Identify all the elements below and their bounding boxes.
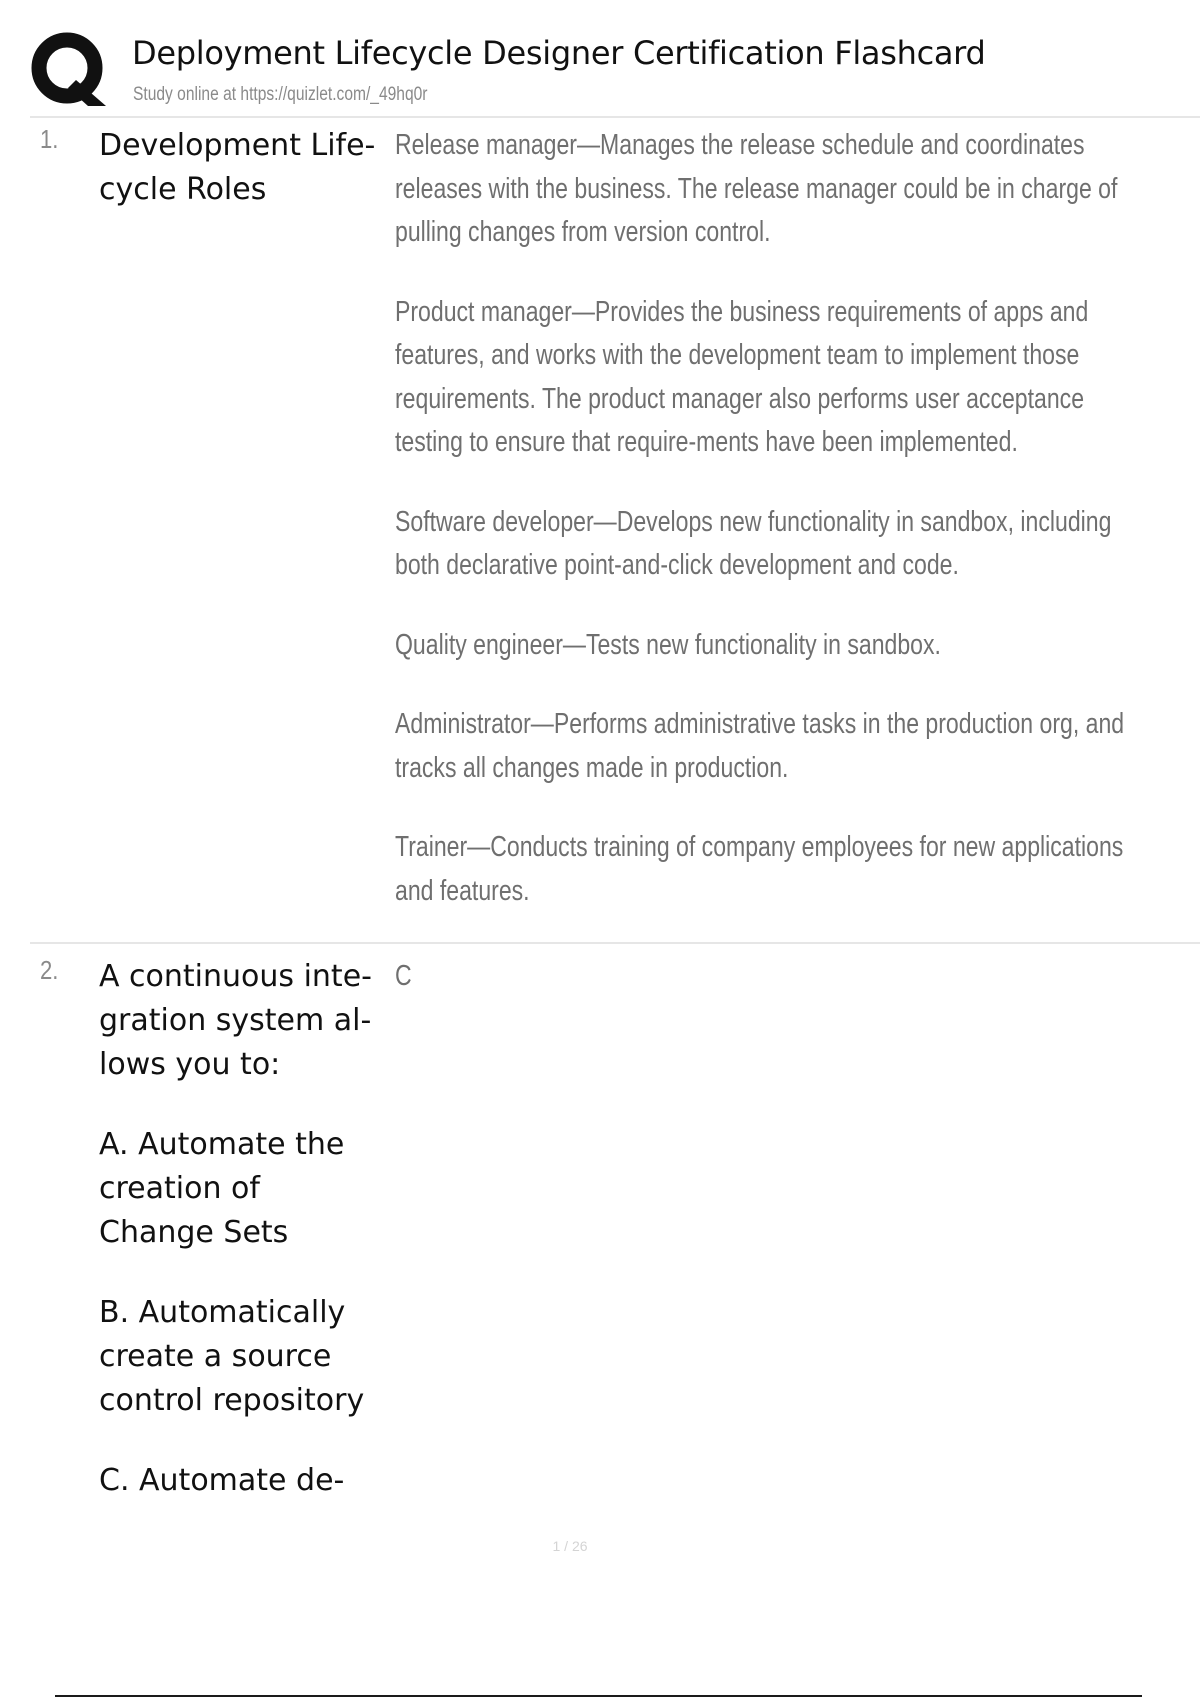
card-definition — [395, 124, 1134, 949]
card-term — [99, 955, 384, 1539]
card-definition — [395, 955, 1134, 1035]
flashcard-1 — [30, 124, 1200, 907]
term-text: C. Automate de- — [99, 1463, 345, 1498]
term-text: Development Life-cycle Roles — [99, 128, 376, 207]
definition-paragraph: Administrator—Performs administrative tasks in the production org, and tracks all changes made in production. — [395, 708, 1125, 784]
card-divider — [30, 942, 1200, 944]
quizlet-q-logo-icon — [30, 32, 110, 112]
page-number: 1 / 26 — [552, 1538, 588, 1554]
card-number: 2. — [40, 955, 59, 985]
study-online-link[interactable]: Study online at https://quizlet.com/_49hq0r — [133, 84, 428, 105]
card-term — [99, 124, 384, 248]
card-number: 1. — [40, 124, 59, 154]
term-text: A continuous inte-gration system al-lows you to: — [99, 959, 372, 1082]
definition-paragraph: Product manager—Provides the business requirements of apps and features, and works with the development team to implement those requirements. The product manager also performs user acceptance testing to ensure that require-ments have been implemented. — [395, 295, 1089, 458]
flashcard-2 — [30, 955, 1200, 1515]
footer-line — [55, 1695, 1142, 1697]
term-text: A. Automate the creation of Change Sets — [99, 1127, 345, 1250]
definition-paragraph: Software developer—Develops new functionality in sandbox, including both declarative point-and-click development and code. — [395, 505, 1112, 581]
definition-paragraph: Release manager—Manages the release schedule and coordinates releases with the business. The release manager could be in charge of pulling changes from version control. — [395, 129, 1118, 248]
definition-paragraph: C — [395, 960, 412, 992]
definition-paragraph: Trainer—Conducts training of company employees for new applications and features. — [395, 831, 1124, 907]
term-text: B. Automatically create a source control repository — [99, 1295, 365, 1418]
document-title: Deployment Lifecycle Designer Certification Flashcard — [132, 34, 986, 72]
page-header — [30, 30, 1200, 116]
header-divider — [30, 116, 1200, 118]
definition-paragraph: Quality engineer—Tests new functionality in sandbox. — [395, 628, 941, 661]
